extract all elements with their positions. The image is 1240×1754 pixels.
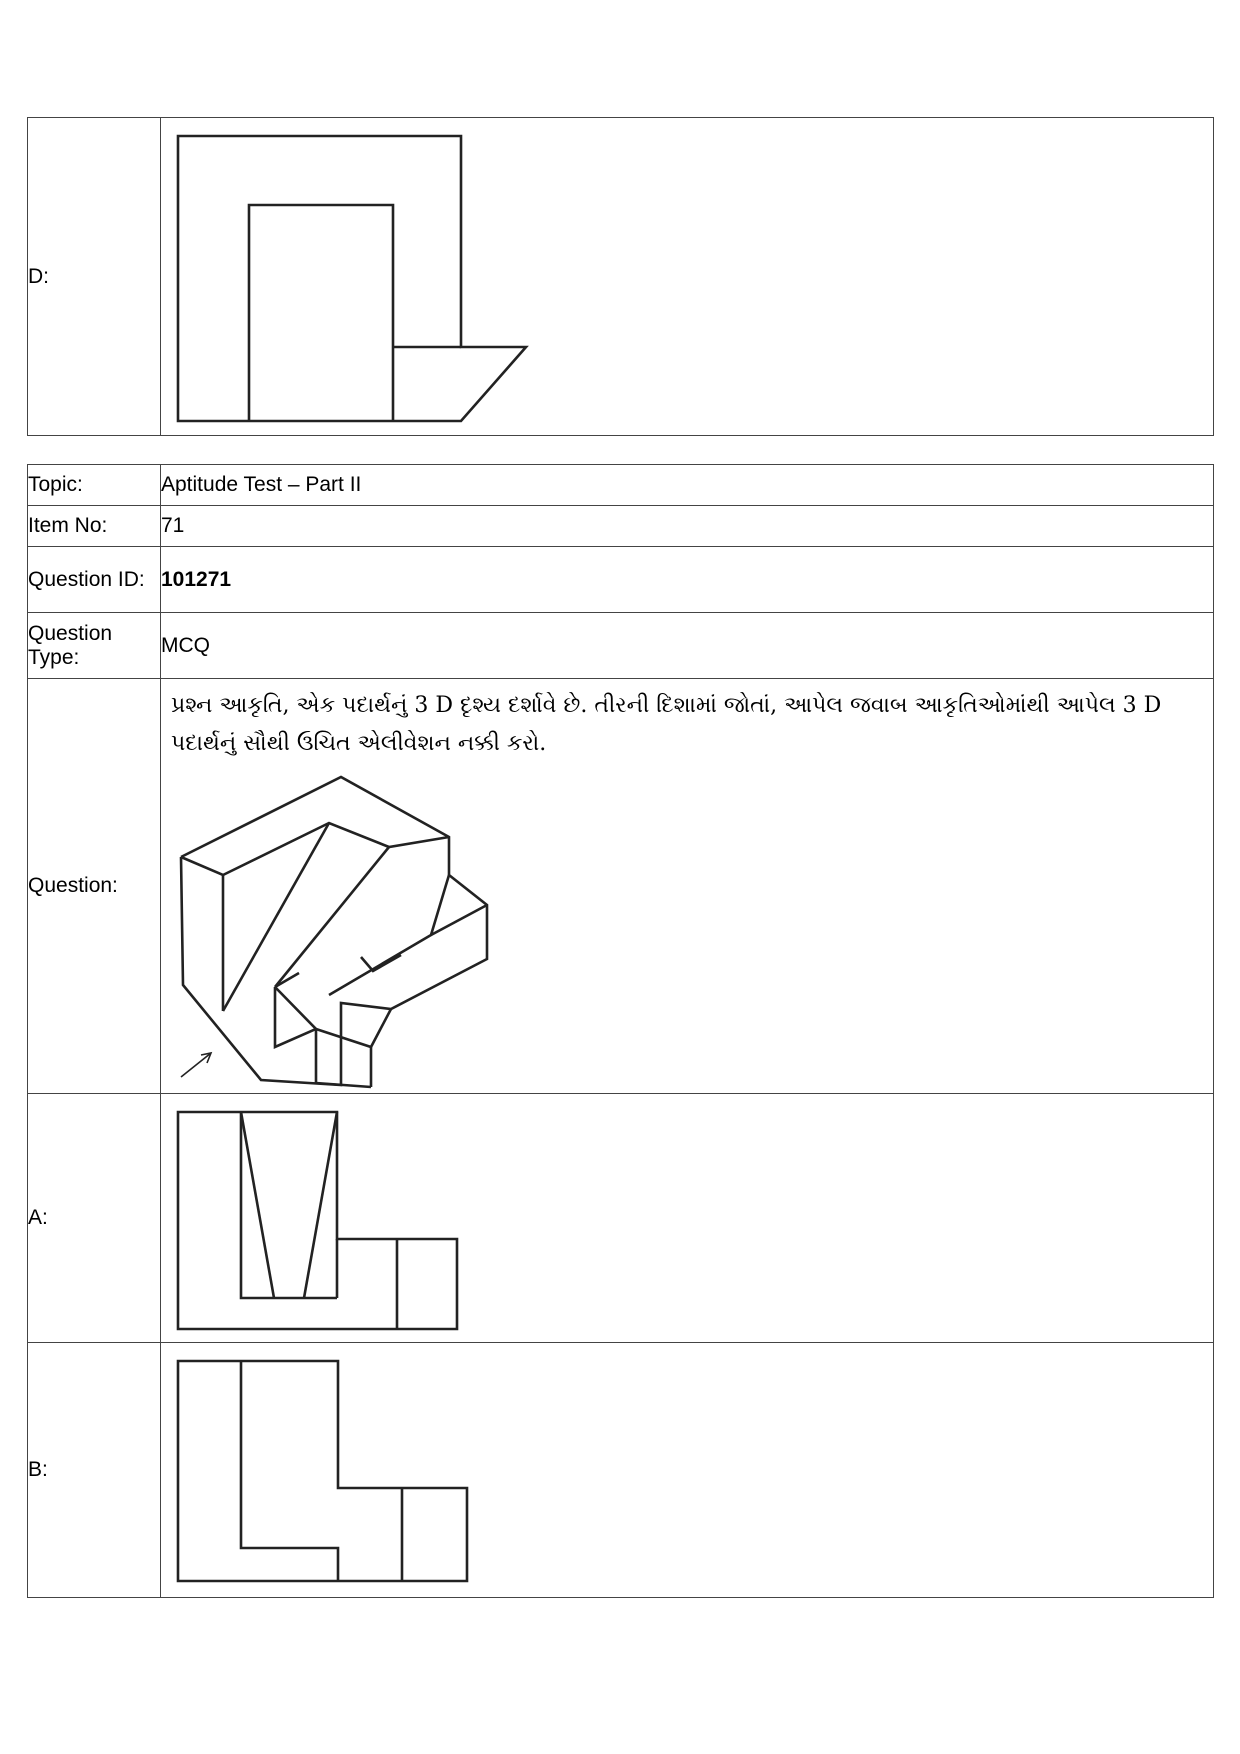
- option-d-figure: [161, 119, 1211, 435]
- question-3d-figure: [161, 775, 1211, 1093]
- question-label: Question:: [28, 679, 161, 1094]
- question-cell: [161, 679, 1214, 1094]
- item-value: 71: [161, 506, 1214, 547]
- option-d-table: [27, 117, 1214, 436]
- item-label: Item No:: [28, 506, 161, 547]
- option-a-figure-cell: [161, 1094, 1214, 1343]
- question-text: પ્રશ્ન આકૃતિ, એક પદાર્થનું 3 D દૃશ્ય દર્શાવે છે. તીરની દિશામાં જોતાં, આપેલ જવાબ આકૃતિઓમાંથી આપેલ 3 D પદાર્થનું સૌથી ઉચિત એલીવેશન નક્કી કરો.: [171, 693, 1162, 756]
- question-table: [27, 464, 1214, 1598]
- option-a-figure: [161, 1095, 1211, 1342]
- option-b-figure-cell: [161, 1343, 1214, 1598]
- option-a-label: A:: [28, 1094, 161, 1343]
- question-id-label: Question ID:: [28, 547, 161, 613]
- question-type-value: MCQ: [161, 613, 1214, 679]
- question-type-label: Question Type:: [28, 613, 161, 679]
- option-b-figure: [161, 1344, 1211, 1597]
- question-id-value: 101271: [161, 547, 1214, 613]
- option-d-label: D:: [28, 118, 161, 436]
- option-d-figure-cell: [161, 118, 1214, 436]
- topic-value: Aptitude Test – Part II: [161, 465, 1214, 506]
- topic-label: Topic:: [28, 465, 161, 506]
- option-b-label: B:: [28, 1343, 161, 1598]
